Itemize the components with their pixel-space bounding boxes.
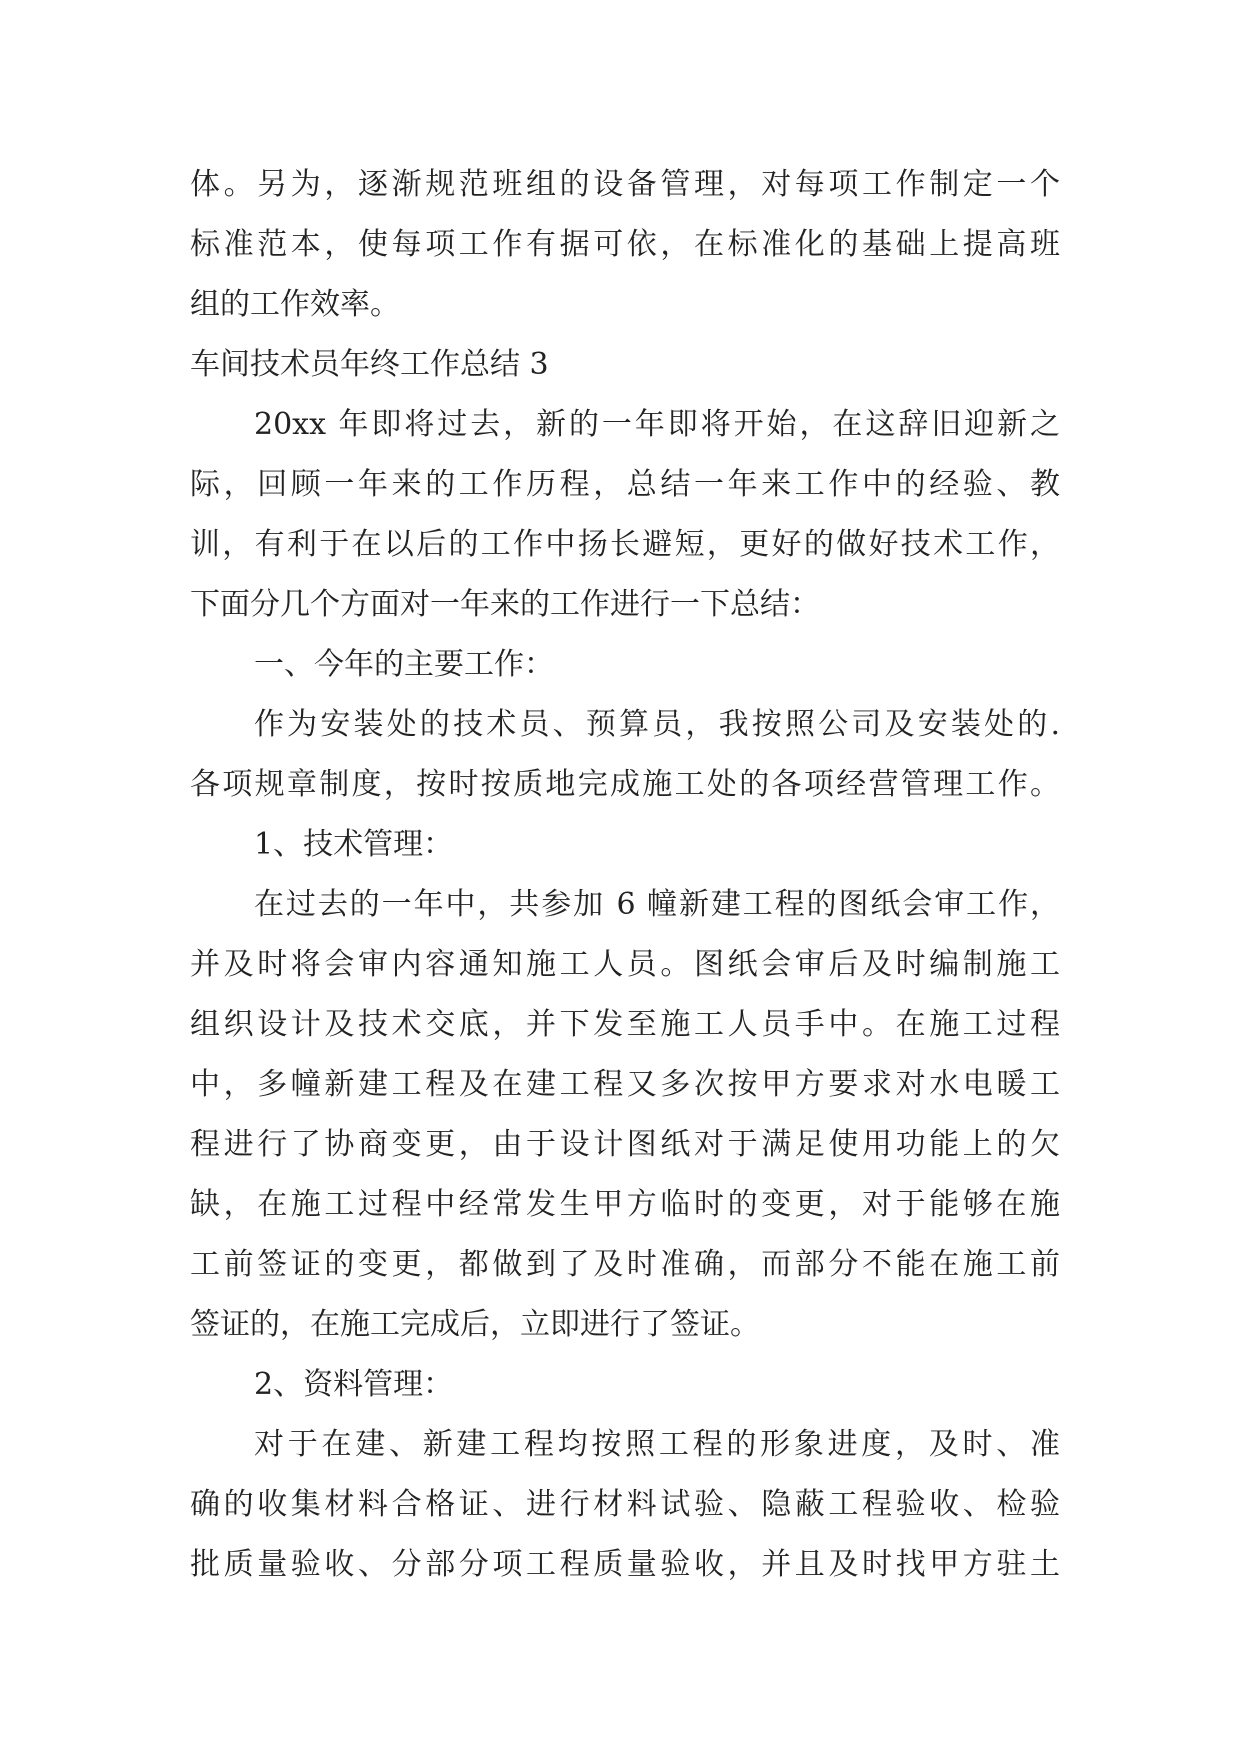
text-line-11: 各项规章制度，按时按质地完成施工处的各项经营管理工作。 — [190, 767, 1060, 802]
subheading-technical-management: 1、技术管理： — [254, 827, 454, 862]
text-line-2: 标准范本，使每项工作有据可依，在标准化的基础上提高班 — [190, 227, 1060, 262]
text-line-20: 签证的，在施工完成后，立即进行了签证。 — [190, 1307, 760, 1342]
text-line-24: 批质量验收、分部分项工程质量验收，并且及时找甲方驻土 — [190, 1547, 1060, 1582]
text-line-14: 并及时将会审内容通知施工人员。图纸会审后及时编制施工 — [190, 947, 1060, 982]
section-heading: 车间技术员年终工作总结 3 — [190, 347, 549, 382]
text-line-3: 组的工作效率。 — [190, 287, 400, 322]
text-line-6: 际，回顾一年来的工作历程，总结一年来工作中的经验、教 — [190, 467, 1060, 502]
text-line-16: 中，多幢新建工程及在建工程又多次按甲方要求对水电暖工 — [190, 1067, 1060, 1102]
document-page — [190, 155, 1060, 1595]
text-line-18: 缺，在施工过程中经常发生甲方临时的变更，对于能够在施 — [190, 1187, 1060, 1222]
text-line-13: 在过去的一年中，共参加 6 幢新建工程的图纸会审工作， — [254, 887, 1060, 922]
text-line-7: 训，有利于在以后的工作中扬长避短，更好的做好技术工作， — [190, 527, 1060, 562]
subheading-main-work: 一、今年的主要工作： — [254, 647, 554, 682]
text-line-1: 体。另为，逐渐规范班组的设备管理，对每项工作制定一个 — [190, 167, 1060, 202]
text-line-23: 确的收集材料合格证、进行材料试验、隐蔽工程验收、检验 — [190, 1487, 1060, 1522]
text-line-10: 作为安装处的技术员、预算员，我按照公司及安装处的. — [254, 707, 1060, 742]
text-line-8: 下面分几个方面对一年来的工作进行一下总结： — [190, 587, 820, 622]
text-line-22: 对于在建、新建工程均按照工程的形象进度，及时、准 — [254, 1427, 1060, 1462]
text-line-15: 组织设计及技术交底，并下发至施工人员手中。在施工过程 — [190, 1007, 1060, 1042]
text-line-17: 程进行了协商变更，由于设计图纸对于满足使用功能上的欠 — [190, 1127, 1060, 1162]
text-line-5: 20xx 年即将过去，新的一年即将开始，在这辞旧迎新之 — [254, 407, 1060, 442]
subheading-data-management: 2、资料管理： — [254, 1367, 454, 1402]
text-line-19: 工前签证的变更，都做到了及时准确，而部分不能在施工前 — [190, 1247, 1060, 1282]
